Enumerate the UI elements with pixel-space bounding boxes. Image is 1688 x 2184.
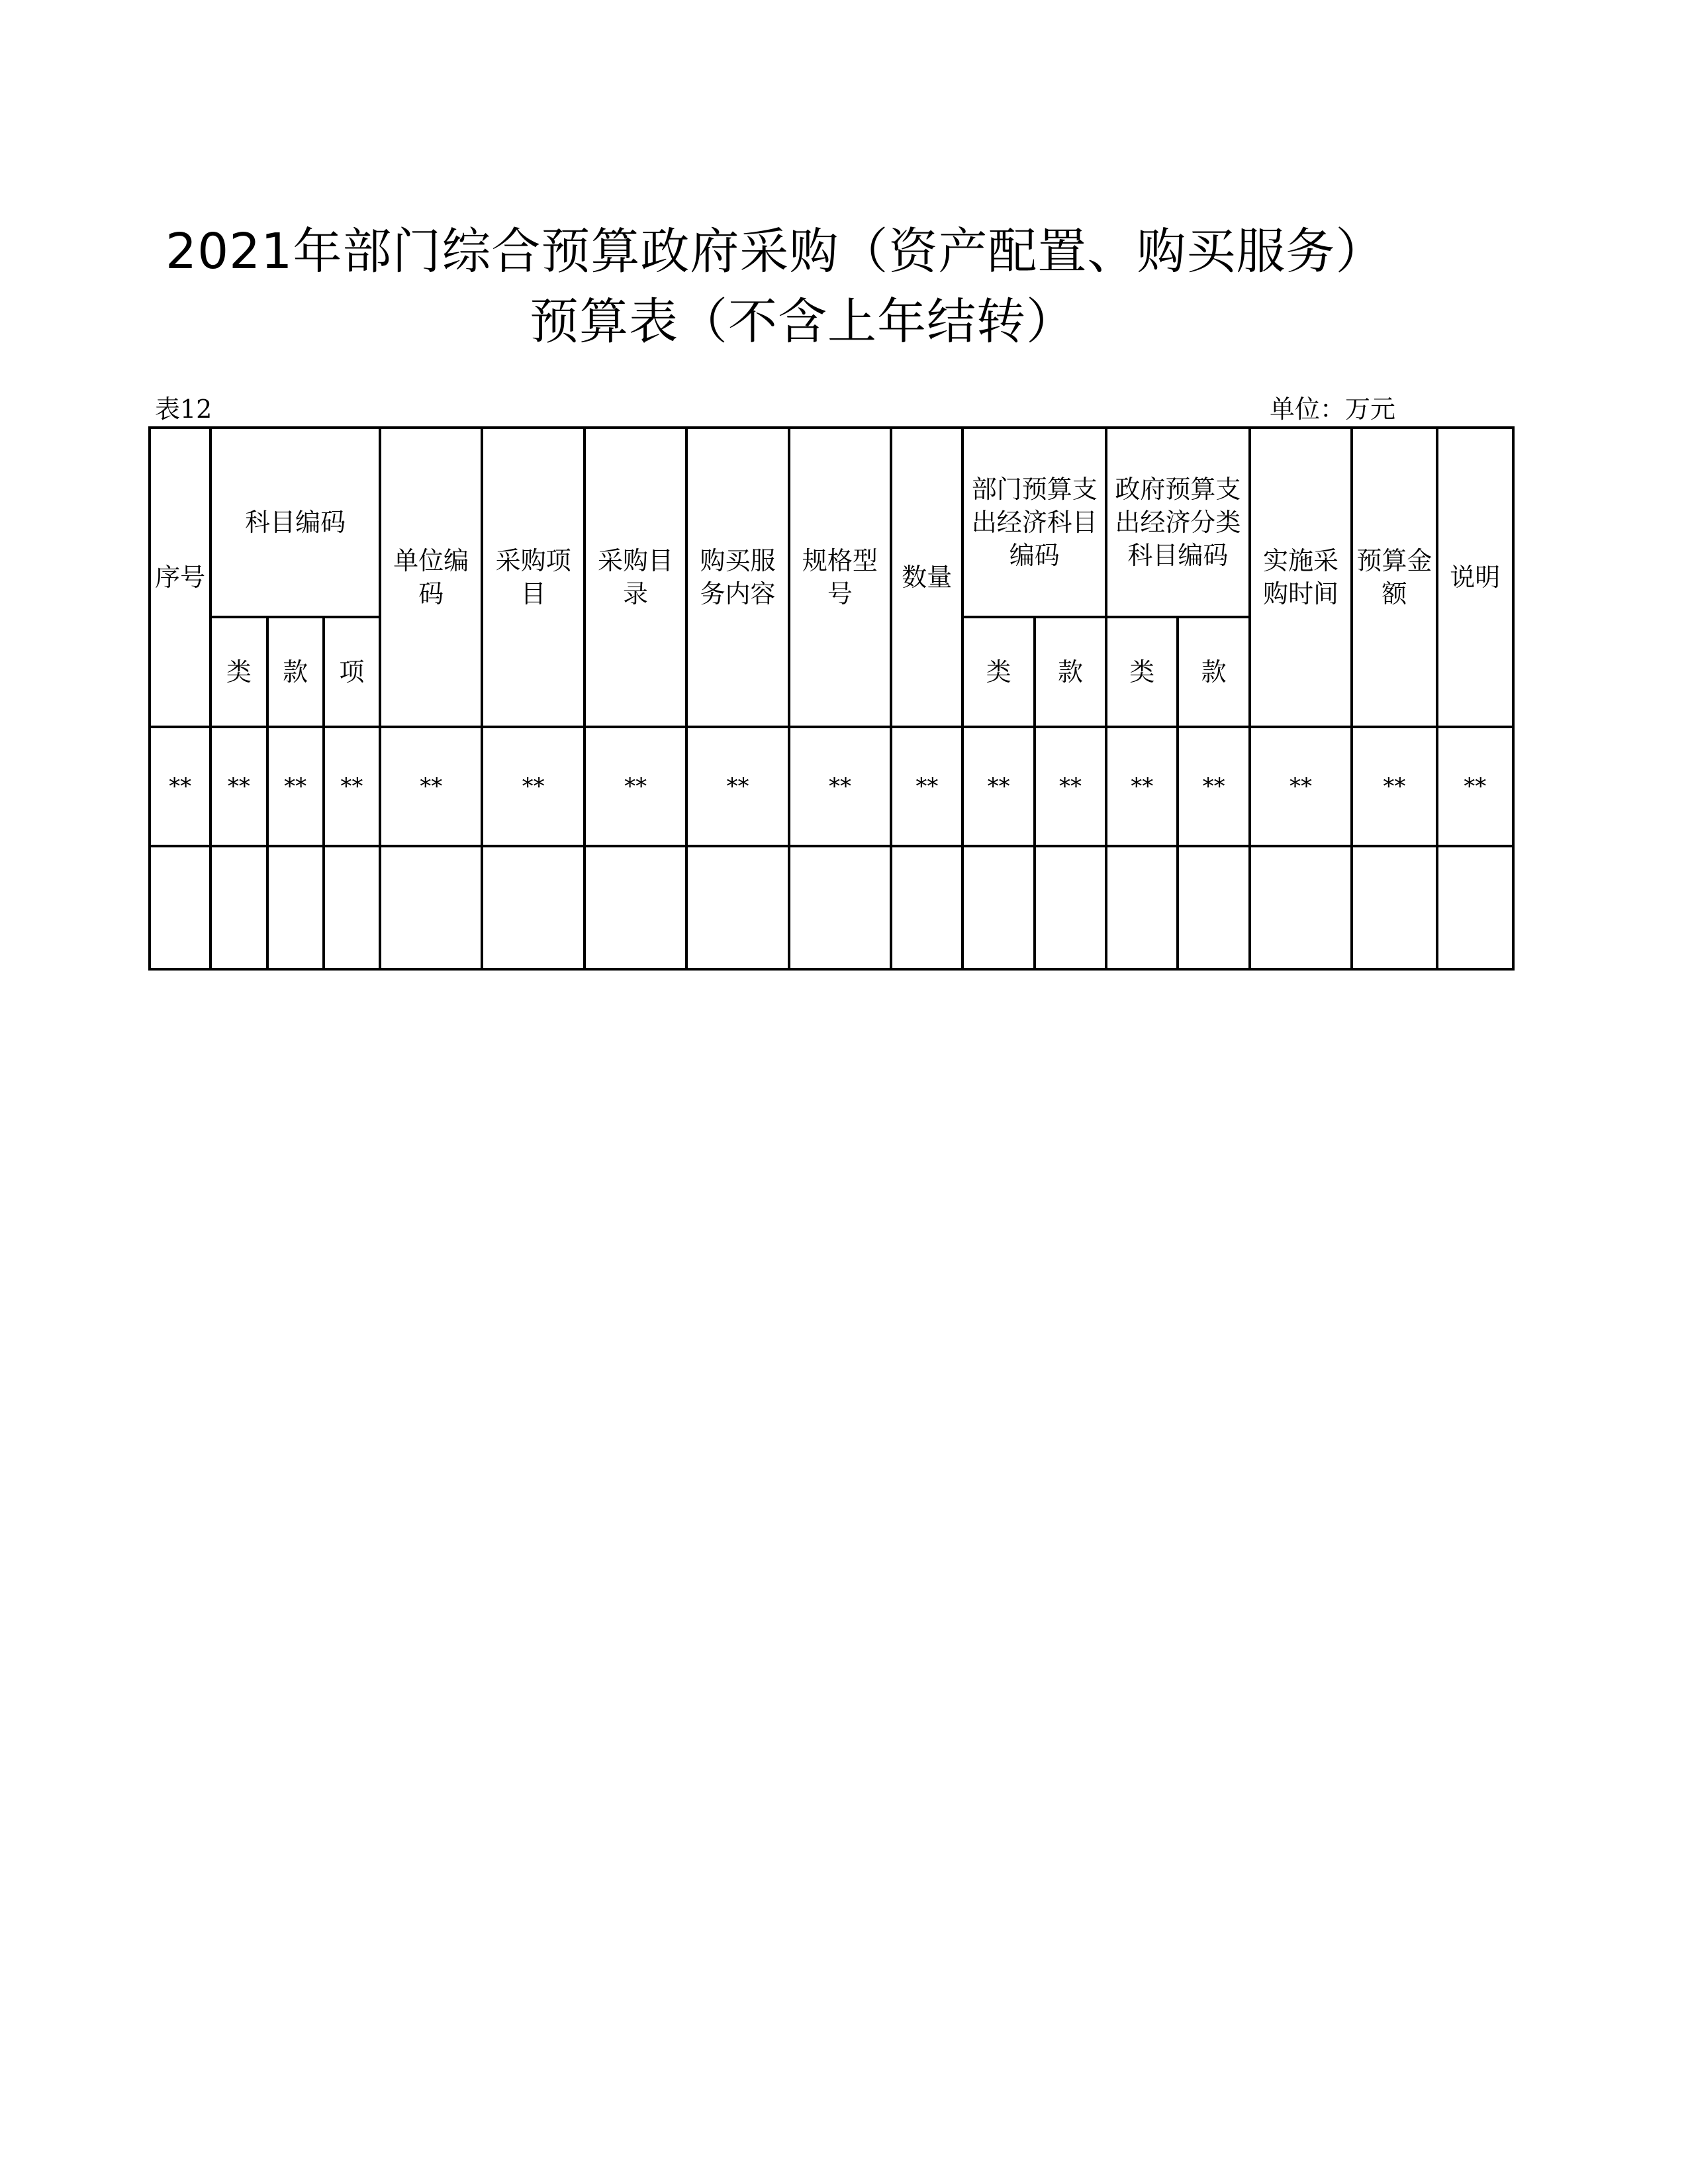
table-cell: ** xyxy=(1250,727,1352,846)
header-gov-econ-code: 政府预算支出经济分类科目编码 xyxy=(1106,428,1250,617)
header-subject-kuan: 款 xyxy=(267,617,324,727)
table-row xyxy=(150,846,1513,969)
table-cell: ** xyxy=(211,727,267,846)
table-cell xyxy=(482,846,584,969)
header-service-content: 购买服务内容 xyxy=(686,428,788,727)
procurement-budget-table xyxy=(148,426,1515,971)
table-cell: ** xyxy=(585,727,686,846)
table-cell xyxy=(1437,846,1513,969)
table-cell: ** xyxy=(150,727,211,846)
header-subject-xiang: 项 xyxy=(324,617,380,727)
table-cell xyxy=(380,846,482,969)
header-quantity: 数量 xyxy=(891,428,962,727)
header-dept-lei: 类 xyxy=(962,617,1034,727)
table-cell: ** xyxy=(324,727,380,846)
table-cell xyxy=(789,846,891,969)
table-cell xyxy=(1106,846,1178,969)
header-row-1 xyxy=(150,428,1513,617)
title-line-2: 预算表（不含上年结转） xyxy=(530,293,1076,350)
table-cell: ** xyxy=(1035,727,1106,846)
table-cell xyxy=(962,846,1034,969)
table-cell xyxy=(1178,846,1249,969)
header-seq: 序号 xyxy=(150,428,211,727)
header-subject-lei: 类 xyxy=(211,617,267,727)
table-cell xyxy=(267,846,324,969)
header-procurement-time: 实施采购时间 xyxy=(1250,428,1352,727)
table-cell xyxy=(585,846,686,969)
header-subject-code: 科目编码 xyxy=(211,428,380,617)
header-unit-code: 单位编码 xyxy=(380,428,482,727)
header-gov-lei: 类 xyxy=(1106,617,1178,727)
table-cell: ** xyxy=(380,727,482,846)
table-cell: ** xyxy=(1178,727,1249,846)
table-cell xyxy=(150,846,211,969)
table-cell: ** xyxy=(686,727,788,846)
table-cell: ** xyxy=(1106,727,1178,846)
table-cell: ** xyxy=(789,727,891,846)
table-cell xyxy=(1250,846,1352,969)
table-cell: ** xyxy=(891,727,962,846)
table-cell: ** xyxy=(1437,727,1513,846)
table-cell xyxy=(211,846,267,969)
header-budget-amount: 预算金额 xyxy=(1352,428,1436,727)
table-cell: ** xyxy=(1352,727,1436,846)
table-number: 表12 xyxy=(155,395,212,424)
unit-label: 单位：万元 xyxy=(1270,395,1396,424)
table-cell: ** xyxy=(962,727,1034,846)
table-cell xyxy=(686,846,788,969)
header-gov-kuan: 款 xyxy=(1178,617,1249,727)
header-dept-kuan: 款 xyxy=(1035,617,1106,727)
header-procurement-catalog: 采购目录 xyxy=(585,428,686,727)
table-cell: ** xyxy=(267,727,324,846)
header-dept-econ-code: 部门预算支出经济科目编码 xyxy=(962,428,1106,617)
header-procurement-item: 采购项目 xyxy=(482,428,584,727)
header-spec-model: 规格型号 xyxy=(789,428,891,727)
table-row xyxy=(150,727,1513,846)
title-line-1: 2021年部门综合预算政府采购（资产配置、购买服务） xyxy=(165,223,1385,280)
header-notes: 说明 xyxy=(1437,428,1513,727)
table-cell xyxy=(1035,846,1106,969)
table-cell xyxy=(1352,846,1436,969)
table-cell: ** xyxy=(482,727,584,846)
table-cell xyxy=(891,846,962,969)
table-cell xyxy=(324,846,380,969)
